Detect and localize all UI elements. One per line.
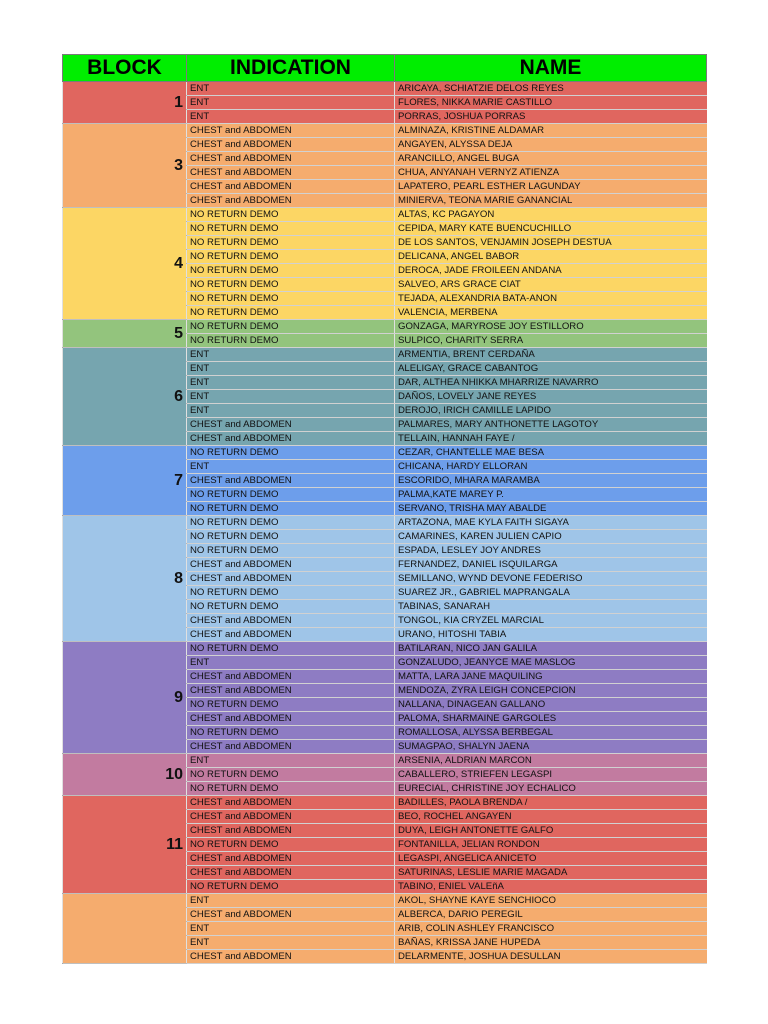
table-row [63, 348, 707, 362]
name-cell: ANGAYEN, ALYSSA DEJA [395, 138, 707, 152]
name-cell: URANO, HITOSHI TABIA [395, 628, 707, 642]
indication-cell: ENT [187, 362, 395, 376]
indication-cell: CHEST and ABDOMEN [187, 180, 395, 194]
name-cell: EURECIAL, CHRISTINE JOY ECHALICO [395, 782, 707, 796]
name-cell: ESPADA, LESLEY JOY ANDRES [395, 544, 707, 558]
indication-cell: NO RETURN DEMO [187, 306, 395, 320]
name-cell: FLORES, NIKKA MARIE CASTILLO [395, 96, 707, 110]
indication-cell: NO RETURN DEMO [187, 586, 395, 600]
name-cell: ESCORIDO, MHARA MARAMBA [395, 474, 707, 488]
name-column-header: NAME [395, 55, 707, 82]
name-cell: ROMALLOSA, ALYSSA BERBEGAL [395, 726, 707, 740]
table-row [63, 796, 707, 810]
name-cell: DELICANA, ANGEL BABOR [395, 250, 707, 264]
name-cell: LEGASPI, ANGELICA ANICETO [395, 852, 707, 866]
indication-cell: NO RETURN DEMO [187, 236, 395, 250]
name-cell: TONGOL, KIA CRYZEL MARCIAL [395, 614, 707, 628]
indication-cell: CHEST and ABDOMEN [187, 152, 395, 166]
block-number-cell: 5 [63, 320, 187, 348]
name-cell: TELLAIN, HANNAH FAYE / [395, 432, 707, 446]
name-cell: CHICANA, HARDY ELLORAN [395, 460, 707, 474]
name-cell: DUYA, LEIGH ANTONETTE GALFO [395, 824, 707, 838]
name-cell: CEPIDA, MARY KATE BUENCUCHILLO [395, 222, 707, 236]
indication-column-header: INDICATION [187, 55, 395, 82]
name-cell: BAÑAS, KRISSA JANE HUPEDA [395, 936, 707, 950]
indication-cell: NO RETURN DEMO [187, 278, 395, 292]
name-cell: TABINO, ENIEL VALEñA [395, 880, 707, 894]
name-cell: ALMINAZA, KRISTINE ALDAMAR [395, 124, 707, 138]
block-number-cell: 7 [63, 446, 187, 516]
indication-cell: NO RETURN DEMO [187, 292, 395, 306]
indication-cell: CHEST and ABDOMEN [187, 432, 395, 446]
block-number-cell: 3 [63, 124, 187, 208]
indication-cell: CHEST and ABDOMEN [187, 558, 395, 572]
indication-cell: NO RETURN DEMO [187, 516, 395, 530]
indication-cell: CHEST and ABDOMEN [187, 138, 395, 152]
indication-cell: CHEST and ABDOMEN [187, 810, 395, 824]
block-number-cell: 1 [63, 82, 187, 124]
indication-cell: CHEST and ABDOMEN [187, 418, 395, 432]
indication-cell: NO RETURN DEMO [187, 222, 395, 236]
name-cell: SUMAGPAO, SHALYN JAENA [395, 740, 707, 754]
block-number-cell [63, 894, 187, 964]
name-cell: LAPATERO, PEARL ESTHER LAGUNDAY [395, 180, 707, 194]
indication-cell: ENT [187, 376, 395, 390]
indication-cell: ENT [187, 754, 395, 768]
indication-cell: NO RETURN DEMO [187, 334, 395, 348]
name-cell: DE LOS SANTOS, VENJAMIN JOSEPH DESTUA [395, 236, 707, 250]
name-cell: PORRAS, JOSHUA PORRAS [395, 110, 707, 124]
indication-cell: NO RETURN DEMO [187, 208, 395, 222]
indication-cell: ENT [187, 894, 395, 908]
name-cell: CEZAR, CHANTELLE MAE BESA [395, 446, 707, 460]
name-cell: ALTAS, KC PAGAYON [395, 208, 707, 222]
name-cell: AKOL, SHAYNE KAYE SENCHIOCO [395, 894, 707, 908]
indication-cell: NO RETURN DEMO [187, 698, 395, 712]
name-cell: TABINAS, SANARAH [395, 600, 707, 614]
table-row [63, 82, 707, 96]
table-row [63, 208, 707, 222]
name-cell: SERVANO, TRISHA MAY ABALDE [395, 502, 707, 516]
indication-cell: ENT [187, 96, 395, 110]
indication-cell: ENT [187, 82, 395, 96]
name-cell: ARSENIA, ALDRIAN MARCON [395, 754, 707, 768]
indication-cell: CHEST and ABDOMEN [187, 474, 395, 488]
header-row [63, 55, 707, 82]
block-number-cell: 8 [63, 516, 187, 642]
indication-cell: CHEST and ABDOMEN [187, 628, 395, 642]
indication-cell: NO RETURN DEMO [187, 782, 395, 796]
name-cell: SALVEO, ARS GRACE CIAT [395, 278, 707, 292]
indication-cell: CHEST and ABDOMEN [187, 712, 395, 726]
indication-cell: CHEST and ABDOMEN [187, 166, 395, 180]
indication-cell: NO RETURN DEMO [187, 264, 395, 278]
indication-cell: NO RETURN DEMO [187, 768, 395, 782]
indication-cell: ENT [187, 110, 395, 124]
name-cell: SUAREZ JR., GABRIEL MAPRANGALA [395, 586, 707, 600]
indication-cell: CHEST and ABDOMEN [187, 908, 395, 922]
indication-cell: CHEST and ABDOMEN [187, 572, 395, 586]
indication-cell: ENT [187, 656, 395, 670]
roster-table [62, 54, 707, 964]
indication-cell: NO RETURN DEMO [187, 880, 395, 894]
table-row [63, 894, 707, 908]
indication-cell: ENT [187, 922, 395, 936]
table-row [63, 320, 707, 334]
name-cell: ARTAZONA, MAE KYLA FAITH SIGAYA [395, 516, 707, 530]
name-cell: ALBERCA, DARIO PEREGIL [395, 908, 707, 922]
name-cell: DAÑOS, LOVELY JANE REYES [395, 390, 707, 404]
name-cell: SULPICO, CHARITY SERRA [395, 334, 707, 348]
name-cell: BEO, ROCHEL ANGAYEN [395, 810, 707, 824]
indication-cell: ENT [187, 460, 395, 474]
name-cell: CAMARINES, KAREN JULIEN CAPIO [395, 530, 707, 544]
indication-cell: CHEST and ABDOMEN [187, 852, 395, 866]
indication-cell: NO RETURN DEMO [187, 642, 395, 656]
name-cell: DEROCA, JADE FROILEEN ANDANA [395, 264, 707, 278]
indication-cell: CHEST and ABDOMEN [187, 684, 395, 698]
indication-cell: CHEST and ABDOMEN [187, 950, 395, 964]
name-cell: BADILLES, PAOLA BRENDA / [395, 796, 707, 810]
name-cell: DELARMENTE, JOSHUA DESULLAN [395, 950, 707, 964]
name-cell: FERNANDEZ, DANIEL ISQUILARGA [395, 558, 707, 572]
indication-cell: CHEST and ABDOMEN [187, 670, 395, 684]
name-cell: BATILARAN, NICO JAN GALILA [395, 642, 707, 656]
table-row [63, 516, 707, 530]
name-cell: SEMILLANO, WYND DEVONE FEDERISO [395, 572, 707, 586]
name-cell: GONZAGA, MARYROSE JOY ESTILLORO [395, 320, 707, 334]
indication-cell: CHEST and ABDOMEN [187, 824, 395, 838]
name-cell: FONTANILLA, JELIAN RONDON [395, 838, 707, 852]
block-number-cell: 9 [63, 642, 187, 754]
block-number-cell: 6 [63, 348, 187, 446]
indication-cell: CHEST and ABDOMEN [187, 740, 395, 754]
table-row [63, 642, 707, 656]
name-cell: ARMENTIA, BRENT CERDAÑA [395, 348, 707, 362]
name-cell: MATTA, LARA JANE MAQUILING [395, 670, 707, 684]
name-cell: MINIERVA, TEONA MARIE GANANCIAL [395, 194, 707, 208]
indication-cell: CHEST and ABDOMEN [187, 124, 395, 138]
indication-cell: NO RETURN DEMO [187, 502, 395, 516]
name-cell: TEJADA, ALEXANDRIA BATA-ANON [395, 292, 707, 306]
indication-cell: NO RETURN DEMO [187, 488, 395, 502]
name-cell: ARANCILLO, ANGEL BUGA [395, 152, 707, 166]
name-cell: VALENCIA, MERBENA [395, 306, 707, 320]
table-row [63, 124, 707, 138]
name-cell: SATURINAS, LESLIE MARIE MAGADA [395, 866, 707, 880]
indication-cell: ENT [187, 404, 395, 418]
indication-cell: ENT [187, 348, 395, 362]
name-cell: PALOMA, SHARMAINE GARGOLES [395, 712, 707, 726]
name-cell: CHUA, ANYANAH VERNYZ ATIENZA [395, 166, 707, 180]
indication-cell: CHEST and ABDOMEN [187, 796, 395, 810]
indication-cell: CHEST and ABDOMEN [187, 866, 395, 880]
name-cell: ALELIGAY, GRACE CABANTOG [395, 362, 707, 376]
name-cell: DAR, ALTHEA NHIKKA MHARRIZE NAVARRO [395, 376, 707, 390]
block-column-header: BLOCK [63, 55, 187, 82]
indication-cell: ENT [187, 936, 395, 950]
name-cell: CABALLERO, STRIEFEN LEGASPI [395, 768, 707, 782]
block-number-cell: 4 [63, 208, 187, 320]
table-row [63, 754, 707, 768]
indication-cell: NO RETURN DEMO [187, 600, 395, 614]
name-cell: GONZALUDO, JEANYCE MAE MASLOG [395, 656, 707, 670]
indication-cell: NO RETURN DEMO [187, 530, 395, 544]
name-cell: PALMARES, MARY ANTHONETTE LAGOTOY [395, 418, 707, 432]
indication-cell: ENT [187, 390, 395, 404]
name-cell: ARIB, COLIN ASHLEY FRANCISCO [395, 922, 707, 936]
indication-cell: CHEST and ABDOMEN [187, 194, 395, 208]
indication-cell: CHEST and ABDOMEN [187, 614, 395, 628]
name-cell: PALMA,KATE MAREY P. [395, 488, 707, 502]
indication-cell: NO RETURN DEMO [187, 838, 395, 852]
table-row [63, 446, 707, 460]
indication-cell: NO RETURN DEMO [187, 320, 395, 334]
indication-cell: NO RETURN DEMO [187, 250, 395, 264]
name-cell: ARICAYA, SCHIATZIE DELOS REYES [395, 82, 707, 96]
indication-cell: NO RETURN DEMO [187, 446, 395, 460]
name-cell: NALLANA, DINAGEAN GALLANO [395, 698, 707, 712]
name-cell: MENDOZA, ZYRA LEIGH CONCEPCION [395, 684, 707, 698]
name-cell: DEROJO, IRICH CAMILLE LAPIDO [395, 404, 707, 418]
indication-cell: NO RETURN DEMO [187, 726, 395, 740]
block-number-cell: 10 [63, 754, 187, 796]
block-number-cell: 11 [63, 796, 187, 894]
indication-cell: NO RETURN DEMO [187, 544, 395, 558]
